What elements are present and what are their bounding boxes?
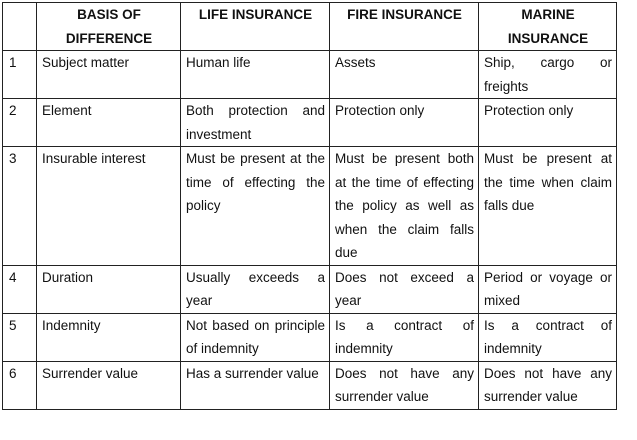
header-basis-of-difference: BASIS OF DIFFERENCE — [37, 3, 181, 51]
marine-cell: Does not have any surrender value — [479, 361, 617, 409]
fire-cell: Is a contract of indemnity — [330, 313, 479, 361]
basis-cell: Surrender value — [37, 361, 181, 409]
life-cell: Has a surrender value — [181, 361, 330, 409]
table-row — [3, 313, 617, 361]
row-number: 3 — [3, 147, 37, 266]
insurance-comparison-table — [2, 2, 617, 410]
fire-cell: Assets — [330, 51, 479, 99]
marine-cell: Ship, cargo or freights — [479, 51, 617, 99]
fire-cell: Does not exceed a year — [330, 265, 479, 313]
comparison-table-container — [2, 2, 617, 410]
table-row — [3, 147, 617, 266]
row-number: 1 — [3, 51, 37, 99]
header-number — [3, 3, 37, 51]
life-cell: Usually exceeds a year — [181, 265, 330, 313]
table-row — [3, 265, 617, 313]
table-header-row — [3, 3, 617, 51]
row-number: 6 — [3, 361, 37, 409]
table-row — [3, 99, 617, 147]
basis-cell: Indemnity — [37, 313, 181, 361]
life-cell: Both protection and investment — [181, 99, 330, 147]
marine-cell: Protection only — [479, 99, 617, 147]
marine-cell: Must be present at the time when claim falls due — [479, 147, 617, 266]
table-row — [3, 51, 617, 99]
fire-cell: Does not have any surrender value — [330, 361, 479, 409]
basis-cell: Element — [37, 99, 181, 147]
marine-cell: Period or voyage or mixed — [479, 265, 617, 313]
basis-cell: Duration — [37, 265, 181, 313]
life-cell: Human life — [181, 51, 330, 99]
header-life-insurance: LIFE INSURANCE — [181, 3, 330, 51]
basis-cell: Insurable interest — [37, 147, 181, 266]
table-row — [3, 361, 617, 409]
row-number: 4 — [3, 265, 37, 313]
header-marine-insurance: MARINE INSURANCE — [479, 3, 617, 51]
row-number: 5 — [3, 313, 37, 361]
fire-cell: Protection only — [330, 99, 479, 147]
marine-cell: Is a contract of indemnity — [479, 313, 617, 361]
fire-cell: Must be present both at the time of effecting the policy as well as when the claim falls due — [330, 147, 479, 266]
life-cell: Must be present at the time of effecting the policy — [181, 147, 330, 266]
life-cell: Not based on principle of indemnity — [181, 313, 330, 361]
header-fire-insurance: FIRE INSURANCE — [330, 3, 479, 51]
basis-cell: Subject matter — [37, 51, 181, 99]
row-number: 2 — [3, 99, 37, 147]
